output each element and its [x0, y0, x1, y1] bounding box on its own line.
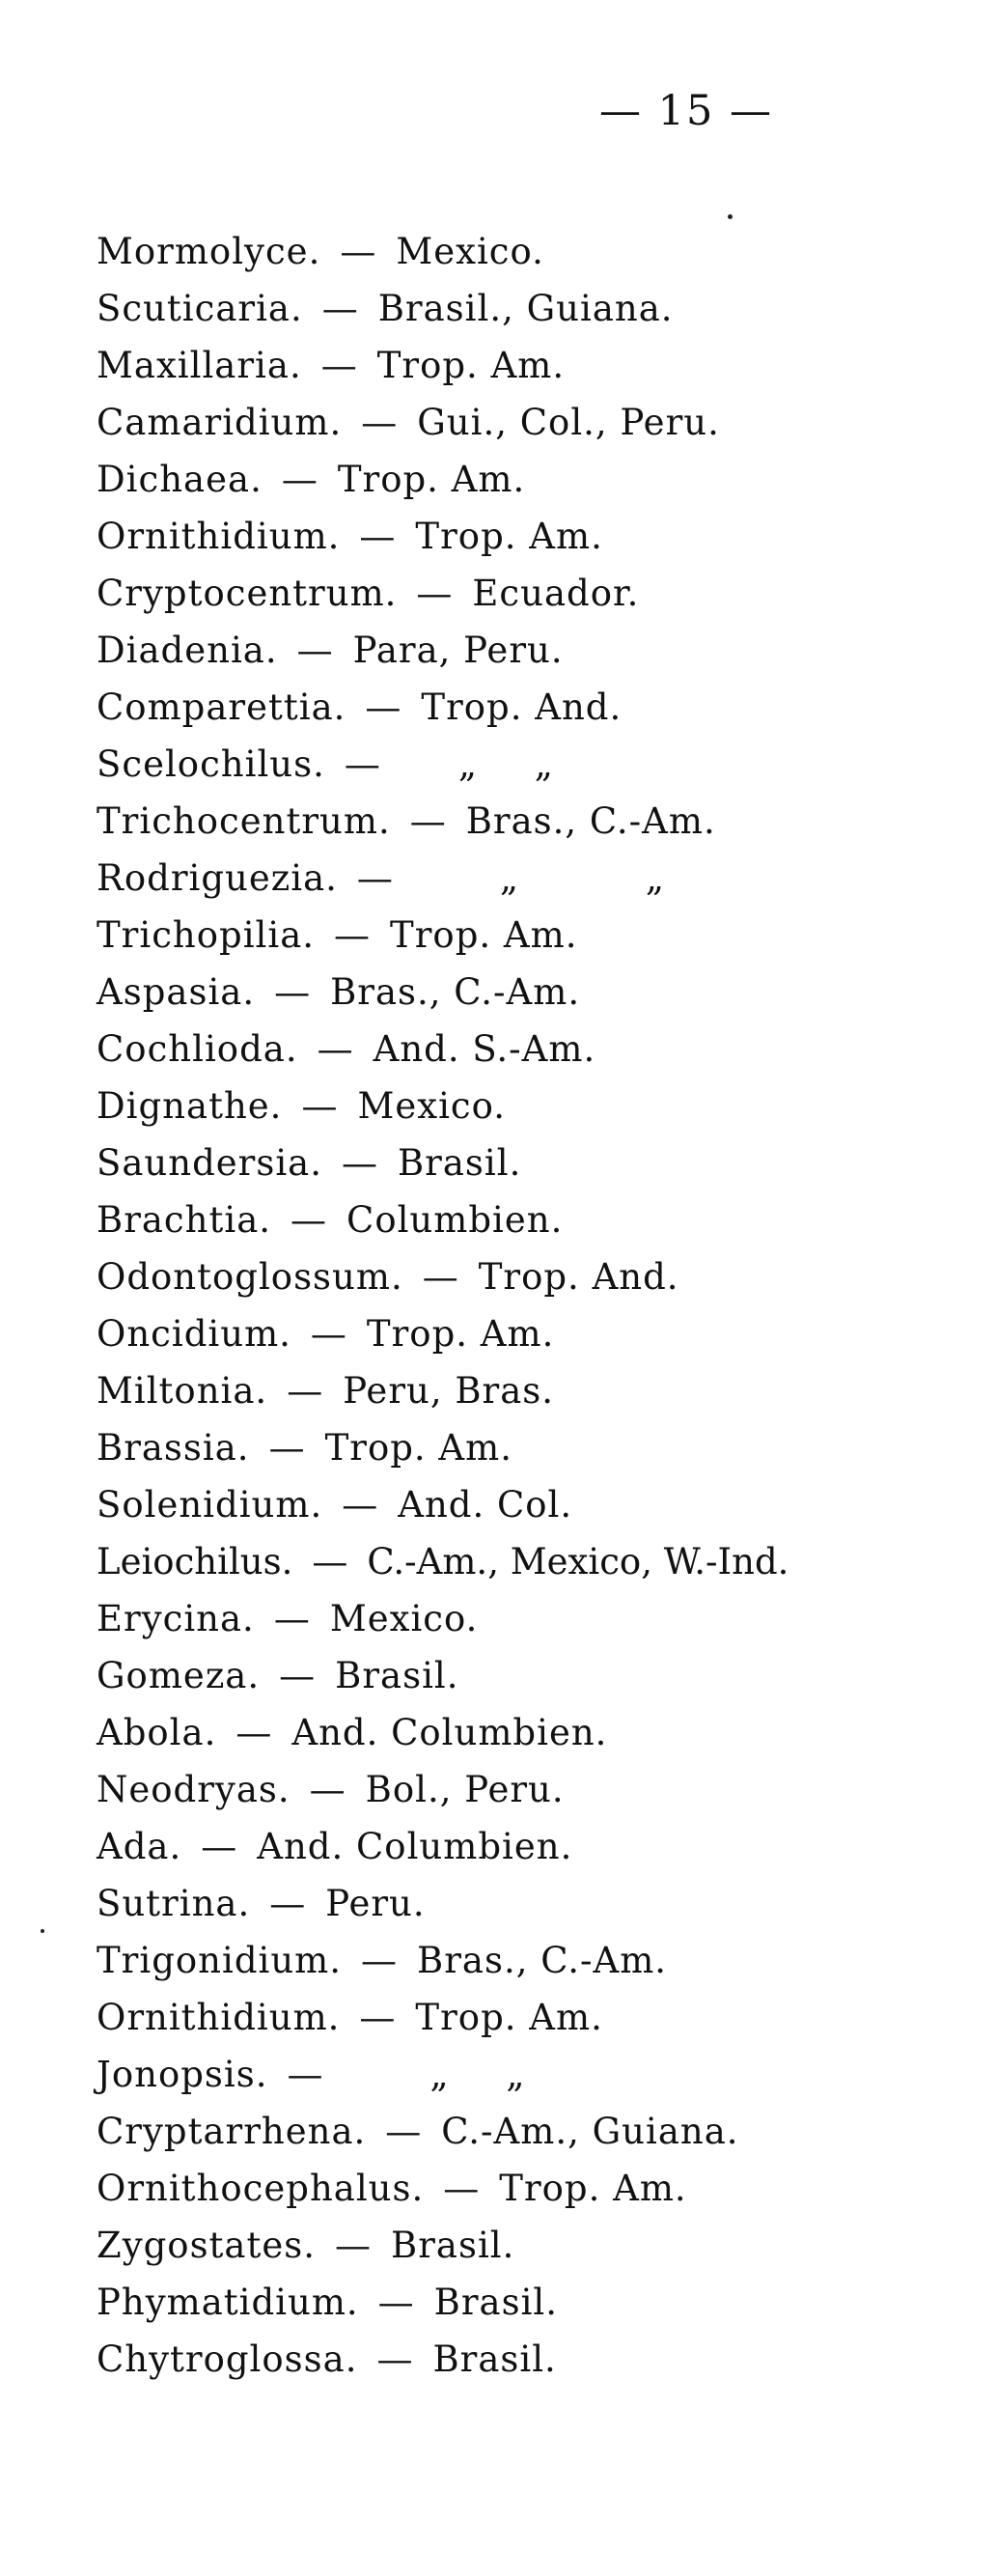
entry-dash: —	[317, 1028, 354, 1070]
genus-entry	[97, 454, 525, 506]
entry-dash: —	[309, 1769, 346, 1810]
genus-name: Comparettia.	[97, 686, 346, 728]
genus-entry	[97, 2277, 558, 2329]
genus-entry	[97, 1023, 595, 1076]
entry-dash: —	[361, 1940, 399, 1981]
genus-region: Brasil.	[433, 2282, 559, 2323]
genus-entry	[97, 1593, 478, 1645]
genus-entry	[97, 2163, 687, 2215]
genus-name: Scelochilus.	[97, 743, 325, 785]
entry-dash: —	[340, 231, 377, 272]
genus-region: „ „	[457, 743, 576, 785]
genus-name: Jonopsis.	[97, 2054, 268, 2095]
entry-dash: —	[361, 402, 399, 443]
genus-region: Bras., C.-Am.	[417, 1940, 668, 1981]
genus-region: Trop. Am.	[415, 516, 603, 557]
genus-entry	[97, 1194, 563, 1246]
entry-dash: —	[290, 1199, 328, 1241]
entry-dash: —	[376, 2338, 414, 2380]
genus-entry	[97, 283, 674, 335]
entry-dash: —	[335, 2225, 373, 2266]
entry-dash: —	[301, 1085, 339, 1127]
entry-dash: —	[279, 1655, 317, 1696]
genus-name: Cryptocentrum.	[97, 573, 398, 614]
genus-name: Oncidium.	[97, 1313, 291, 1355]
genus-name: Ornithidium.	[97, 516, 341, 557]
entry-dash: —	[342, 1484, 379, 1526]
genus-entry	[97, 853, 722, 905]
genus-entry	[97, 226, 544, 278]
genus-region: Trop. Am.	[366, 1313, 555, 1355]
genus-name: Saundersia.	[97, 1142, 322, 1184]
genus-entry	[97, 1308, 554, 1360]
genus-name: Miltonia.	[97, 1370, 268, 1412]
genus-region: „ „	[499, 857, 723, 899]
genus-entry	[97, 1251, 679, 1303]
entry-dash: —	[377, 2282, 415, 2323]
genus-entry	[97, 340, 565, 392]
genus-region: Trop. And.	[421, 686, 622, 728]
genus-name: Diadenia.	[97, 630, 278, 671]
genus-name: Neodryas.	[97, 1769, 290, 1810]
genus-name: Brassia.	[97, 1427, 250, 1469]
genus-entry	[97, 1422, 512, 1474]
genus-name: Odontoglossum.	[97, 1256, 403, 1298]
genus-entry	[97, 568, 639, 620]
genus-region: Brasil.	[397, 1142, 522, 1184]
genus-name: Sutrina.	[97, 1883, 251, 1924]
entry-dash: —	[201, 1826, 238, 1867]
genus-region: Trop. Am.	[415, 1997, 603, 2038]
genus-name: Erycina.	[97, 1598, 255, 1639]
entry-dash: —	[416, 573, 454, 614]
genus-region: Brasil.	[335, 1655, 459, 1696]
genus-name: Ornithidium.	[97, 1997, 341, 2038]
genus-name: Cochlioda.	[97, 1028, 298, 1070]
entry-dash: —	[310, 1313, 347, 1355]
genus-entry	[97, 2334, 557, 2386]
genus-entry	[97, 1992, 603, 2044]
entry-dash: —	[281, 459, 318, 500]
entry-dash: —	[287, 2054, 324, 2095]
genus-region: Mexico.	[357, 1085, 507, 1127]
genus-name: Mormolyce.	[97, 231, 321, 272]
genus-region: Brasil.	[432, 2338, 557, 2380]
entry-dash: —	[274, 971, 312, 1013]
entry-dash: —	[359, 1997, 397, 2038]
genus-name: Zygostates.	[97, 2225, 317, 2266]
genus-region: Mexico.	[396, 231, 544, 272]
genus-name: Trigonidium.	[97, 1940, 343, 1981]
genus-entry	[97, 2220, 514, 2272]
genus-entry	[97, 1650, 459, 1702]
genus-entry	[97, 1935, 667, 1987]
genus-entry	[97, 739, 576, 791]
genus-name: Brachtia.	[97, 1199, 272, 1241]
genus-name: Rodriguezia.	[97, 857, 338, 899]
genus-name: Dichaea.	[97, 459, 263, 500]
genus-name: Dignathe.	[97, 1085, 283, 1127]
genus-region: And. Columbien.	[291, 1712, 608, 1753]
entry-dash: —	[269, 1883, 307, 1924]
entry-dash: —	[409, 800, 447, 842]
genus-entry	[97, 1479, 572, 1531]
genus-name: Abola.	[97, 1712, 217, 1753]
genus-region: C.-Am., Guiana.	[441, 2111, 739, 2152]
genus-entry	[97, 1137, 521, 1190]
entry-dash: —	[321, 288, 359, 329]
genus-entry	[97, 1536, 788, 1588]
genus-entry	[97, 2106, 739, 2158]
genus-name: Chytroglossa.	[97, 2338, 358, 2380]
genus-region: Gui., Col., Peru.	[417, 402, 720, 443]
genus-region: Brasil., Guiana.	[377, 288, 674, 329]
entry-dash: —	[385, 2111, 423, 2152]
entry-dash: —	[344, 743, 381, 785]
genus-region: Para, Peru.	[352, 630, 564, 671]
genus-entry	[97, 1707, 607, 1759]
entry-dash: —	[320, 345, 358, 386]
genus-entry	[97, 1080, 506, 1133]
entry-dash: —	[273, 1598, 311, 1639]
genus-name: Aspasia.	[97, 971, 256, 1013]
entry-dash: —	[312, 1541, 348, 1582]
genus-name: Maxillaria.	[97, 345, 302, 386]
genus-entry	[97, 796, 716, 848]
entry-dash: —	[359, 516, 397, 557]
genus-region: And. S.-Am.	[373, 1028, 596, 1070]
genus-region: Peru, Bras.	[343, 1370, 555, 1412]
genus-region: Trop. Am.	[337, 459, 526, 500]
genus-name: Trichopilia.	[97, 914, 316, 956]
genus-entry	[97, 1764, 565, 1816]
genus-name: Leiochilus.	[97, 1541, 293, 1582]
entry-dash: —	[296, 630, 334, 671]
genus-entry	[97, 682, 622, 734]
entry-dash: —	[268, 1427, 306, 1469]
genus-entry	[97, 966, 580, 1019]
genus-region: Peru.	[325, 1883, 426, 1924]
genus-name: Ada.	[97, 1826, 182, 1867]
entry-dash: —	[356, 857, 394, 899]
genus-region: And. Col.	[398, 1484, 573, 1526]
genus-entry	[97, 511, 603, 563]
genus-region: C.-Am., Mexico, W.-Ind.	[367, 1541, 789, 1582]
genus-region: Trop. Am.	[376, 345, 566, 386]
genus-entry	[97, 1878, 426, 1930]
page-number-text: — 15 —	[598, 87, 774, 135]
genus-name: Cryptarrhena.	[97, 2111, 367, 2152]
genus-name: Gomeza.	[97, 1655, 261, 1696]
genus-region: Bras., C.-Am.	[465, 800, 716, 842]
genus-region: And. Columbien.	[257, 1826, 573, 1867]
entry-dash: —	[443, 2168, 481, 2209]
genus-region: Brasil.	[391, 2225, 515, 2266]
entry-dash: —	[422, 1256, 459, 1298]
genus-region: Columbien.	[346, 1199, 564, 1241]
genus-name: Scuticaria.	[97, 288, 303, 329]
genus-region: Trop. Am.	[390, 914, 578, 956]
genus-entry	[97, 1365, 554, 1417]
genus-entry	[97, 397, 720, 449]
genus-entry	[97, 625, 564, 677]
genus-entry	[97, 1821, 572, 1873]
genus-region: Bras., C.-Am.	[330, 971, 581, 1013]
genus-region: Bol., Peru.	[365, 1769, 565, 1810]
entry-dash: —	[334, 914, 372, 956]
genus-name: Camaridium.	[97, 402, 343, 443]
genus-region: Trop. Am.	[324, 1427, 512, 1469]
genus-region: Trop. And.	[478, 1256, 679, 1298]
genus-name: Trichocentrum.	[97, 800, 391, 842]
genus-region: Ecuador.	[472, 573, 640, 614]
entry-dash: —	[341, 1142, 378, 1184]
entry-dash: —	[365, 686, 402, 728]
genus-name: Phymatidium.	[97, 2282, 359, 2323]
entry-dash: —	[235, 1712, 273, 1753]
genus-region: Mexico.	[329, 1598, 479, 1639]
genus-region: „ „	[429, 2054, 548, 2095]
genus-entry	[97, 2049, 548, 2101]
genus-entry	[97, 910, 577, 962]
genus-name: Solenidium.	[97, 1484, 323, 1526]
entry-dash: —	[287, 1370, 324, 1412]
genus-name: Ornithocephalus.	[97, 2168, 425, 2209]
genus-region: Trop. Am.	[499, 2168, 687, 2209]
